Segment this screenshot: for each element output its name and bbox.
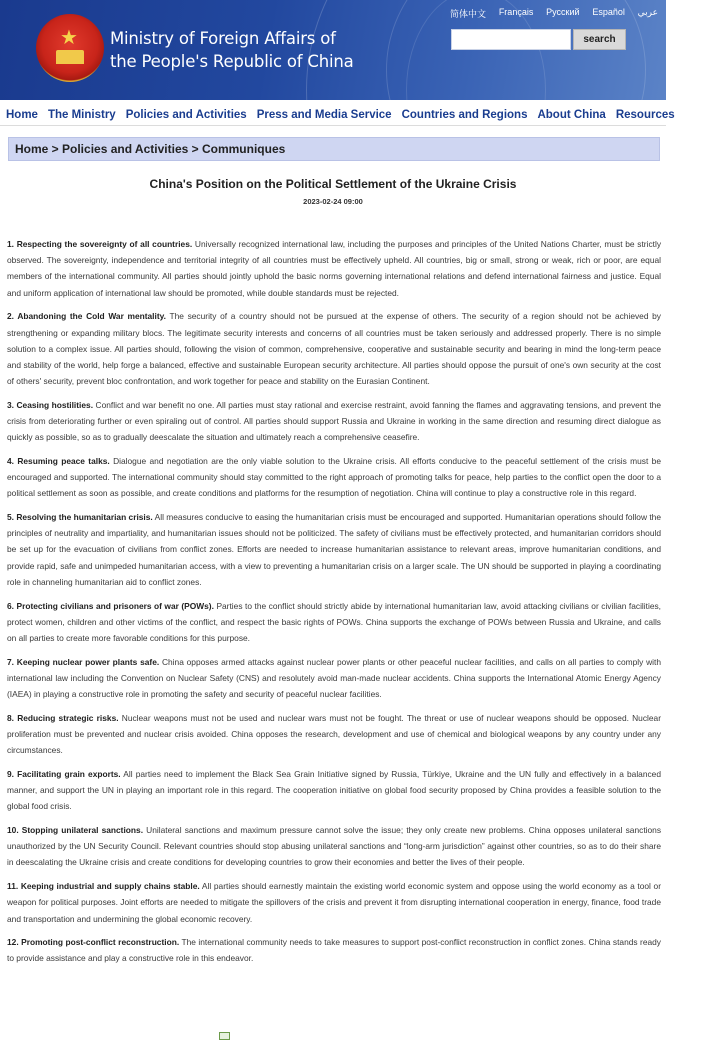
site-title-line1: Ministry of Foreign Affairs of (110, 29, 336, 48)
lang-link-russian[interactable]: Русский (546, 7, 580, 17)
nav-item-home[interactable]: Home (6, 108, 38, 121)
article-paragraph (7, 934, 661, 966)
paragraph-text: All measures conducive to easing the humanitarian crisis must be encouraged and supported. Humanitarian operations should follow the principles of neutrality and impartiality, and humanitarian issues should not be politicized. The safety of civilians must be effectively protected, and humanitarian corridors should be set up for the evacuation of civilians from conflict zones. Efforts are needed to increase humanitarian assistance to relevant areas, improve humanitarian conditions, and provide rapid, safe and unimpeded humanitarian access, with a view to preventing a humanitarian crisis on a larger scale. The UN should be supported in playing a coordinating role in channeling humanitarian aid to conflict zones. (7, 512, 661, 587)
paragraph-text: All parties should earnestly maintain the existing world economic system and oppose using the world economy as a tool or weapon for political purposes. Joint efforts are needed to mitigate the spillovers of the crisis and prevent it from disrupting international cooperation in energy, finance, food trade and transportation and undermining the global economic recovery. (7, 881, 661, 924)
paragraph-text: Nuclear weapons must not be used and nuclear wars must not be fought. The threat or use of nuclear weapons should be opposed. Nuclear proliferation must be prevented and nuclear crisis avoided. China opposes the research, development and use of chemical and biological weapons by any country under any circumstances. (7, 712, 661, 756)
paragraph-text: Parties to the conflict should strictly abide by international humanitarian law, avoid attacking civilians or civilian facilities, protect women, children and other victims of the conflict, and respect the basic rights of POWs. China supports the exchange of POWs between Russia and Ukraine, and calls on all parties to create more favorable conditions for this purpose. (7, 600, 662, 643)
nav-item-countries[interactable]: Countries and Regions (401, 108, 528, 121)
search-input[interactable] (451, 29, 571, 50)
paragraph-heading: 8. Reducing strategic risks. (7, 712, 119, 723)
paragraph-text: China opposes armed attacks against nuclear power plants or other peaceful nuclear facilities, and calls on all parties to comply with international law including the Convention on Nuclear Safety (CNS) and resolutely avoid man-made nuclear accidents. China supports the International Atomic Energy Agency (IAEA) in playing a constructive role in promoting the safety and security of peaceful nuclear facilities. (7, 656, 661, 700)
lang-link-spanish[interactable]: Español (592, 7, 625, 17)
print-icon[interactable] (219, 1032, 230, 1040)
article-paragraph (7, 509, 661, 590)
paragraph-heading: 7. Keeping nuclear power plants safe. (7, 656, 160, 667)
lang-link-arabic[interactable]: عربي (637, 7, 658, 17)
paragraph-heading: 2. Abandoning the Cold War mentality. (7, 311, 166, 322)
lang-link-french[interactable]: Français (498, 7, 534, 17)
article-body (7, 236, 661, 974)
article-paragraph (7, 453, 661, 502)
nav-item-about-china[interactable]: About China (537, 108, 606, 121)
paragraph-heading: 3. Ceasing hostilities. (7, 399, 94, 410)
paragraph-heading: 4. Resuming peace talks. (7, 455, 110, 466)
paragraph-heading: 6. Protecting civilians and prisoners of war (POWs). (7, 600, 214, 611)
article-title: China's Position on the Political Settlement of the Ukraine Crisis (149, 177, 517, 191)
paragraph-text: The international community needs to take measures to support post-conflict reconstruction in conflict zones. China stands ready to provide assistance and play a constructive role in this endeavor. (7, 937, 661, 964)
paragraph-text: Dialogue and negotiation are the only viable solution to the Ukraine crisis. All efforts conducive to the peaceful settlement of the crisis must be encouraged and supported. The international community should stay committed to the right approach of promoting talks for peace, help parties to the conflict open the door to a political settlement as soon as possible, and create conditions and platforms for the resumption of negotiation. China will continue to play a constructive role in this regard. (7, 455, 661, 499)
paragraph-text: Unilateral sanctions and maximum pressure cannot solve the issue; they only create new problems. China opposes unilateral sanctions unauthorized by the UN Security Council. Relevant countries should stop abusing unilateral sanctions and “long-arm jurisdiction” against other countries, so as to do their share in deescalating the Ukraine crisis and create conditions for developing countries to grow their economies and better the lives of their people. (7, 825, 662, 868)
header-banner (0, 0, 666, 100)
main-nav (0, 104, 675, 126)
article-paragraph (7, 598, 661, 647)
article-paragraph (7, 766, 661, 815)
article-date: 2023-02-24 09:00 (303, 197, 363, 206)
paragraph-heading: 5. Resolving the humanitarian crisis. (7, 512, 153, 523)
language-switcher (450, 7, 658, 20)
article-paragraph (7, 397, 661, 446)
article-paragraph (7, 236, 661, 301)
paragraph-text: All parties need to implement the Black Sea Grain Initiative signed by Russia, Türkiye, Ukraine and the UN fully and effectively in a balanced manner, and support the UN in playing an important role in this regard. The cooperation initiative on global food security proposed by China provides a feasible solution to the global food crisis. (7, 768, 661, 812)
paragraph-heading: 11. Keeping industrial and supply chains stable. (7, 881, 200, 892)
nav-item-press[interactable]: Press and Media Service (256, 108, 392, 121)
nav-item-policies[interactable]: Policies and Activities (125, 108, 247, 121)
paragraph-heading: 10. Stopping unilateral sanctions. (7, 825, 144, 835)
breadcrumb[interactable]: Home > Policies and Activities > Communiques (8, 137, 660, 161)
paragraph-heading: 1. Respecting the sovereignty of all countries. (7, 239, 193, 249)
lang-link-chinese[interactable]: 简体中文 (450, 9, 487, 19)
paragraph-text: The security of a country should not be pursued at the expense of others. The security of a region should not be achieved by strengthening or expanding military blocs. The legitimate security interests and concerns of all countries must be taken seriously and addressed properly. There is no simple solution to a complex issue. All parties should, following the vision of common, comprehensive, cooperative and sustainable security and bearing in mind the long-term peace and stability of the world, help forge a balanced, effective and sustainable European security architecture. All parties should oppose the pursuit of one's own security at the cost of others' security, prevent bloc confrontation, and work together for peace and stability on the Eurasian Continent. (7, 311, 661, 387)
search-button[interactable]: search (573, 29, 626, 50)
nav-item-the-ministry[interactable]: The Ministry (47, 108, 116, 121)
paragraph-text: Universally recognized international law, including the purposes and principles of the United Nations Charter, must be strictly observed. The sovereignty, independence and territorial integrity of all countries must be effectively upheld. All countries, big or small, strong or weak, rich or poor, are equal members of the international community. All parties should jointly uphold the basic norms governing international relations and defend international fairness and justice. Equal and uniform application of international law should be promoted, while double standards must be rejected. (7, 239, 662, 298)
paragraph-heading: 9. Facilitating grain exports. (7, 768, 121, 779)
paragraph-heading: 12. Promoting post-conflict reconstruction. (7, 937, 180, 948)
national-emblem-logo[interactable] (36, 14, 104, 82)
gate-icon (56, 50, 84, 64)
article-paragraph (7, 308, 661, 389)
article-paragraph (7, 822, 661, 871)
star-icon: ★ (60, 27, 78, 49)
nav-item-resources[interactable]: Resources (615, 108, 675, 121)
article-paragraph (7, 878, 661, 927)
paragraph-text: Conflict and war benefit no one. All parties must stay rational and exercise restraint, avoid fanning the flames and aggravating tensions, and prevent the crisis from deteriorating further or even spiraling out of control. All parties should support Russia and Ukraine in working in the same direction and resuming direct dialogue as quickly as possible, so as to gradually deescalate the situation and ultimately reach a comprehensive ceasefire. (7, 399, 661, 443)
site-title[interactable] (110, 27, 354, 73)
article-paragraph (7, 710, 661, 759)
article-paragraph (7, 654, 661, 703)
site-title-line2: the People's Republic of China (110, 52, 354, 71)
